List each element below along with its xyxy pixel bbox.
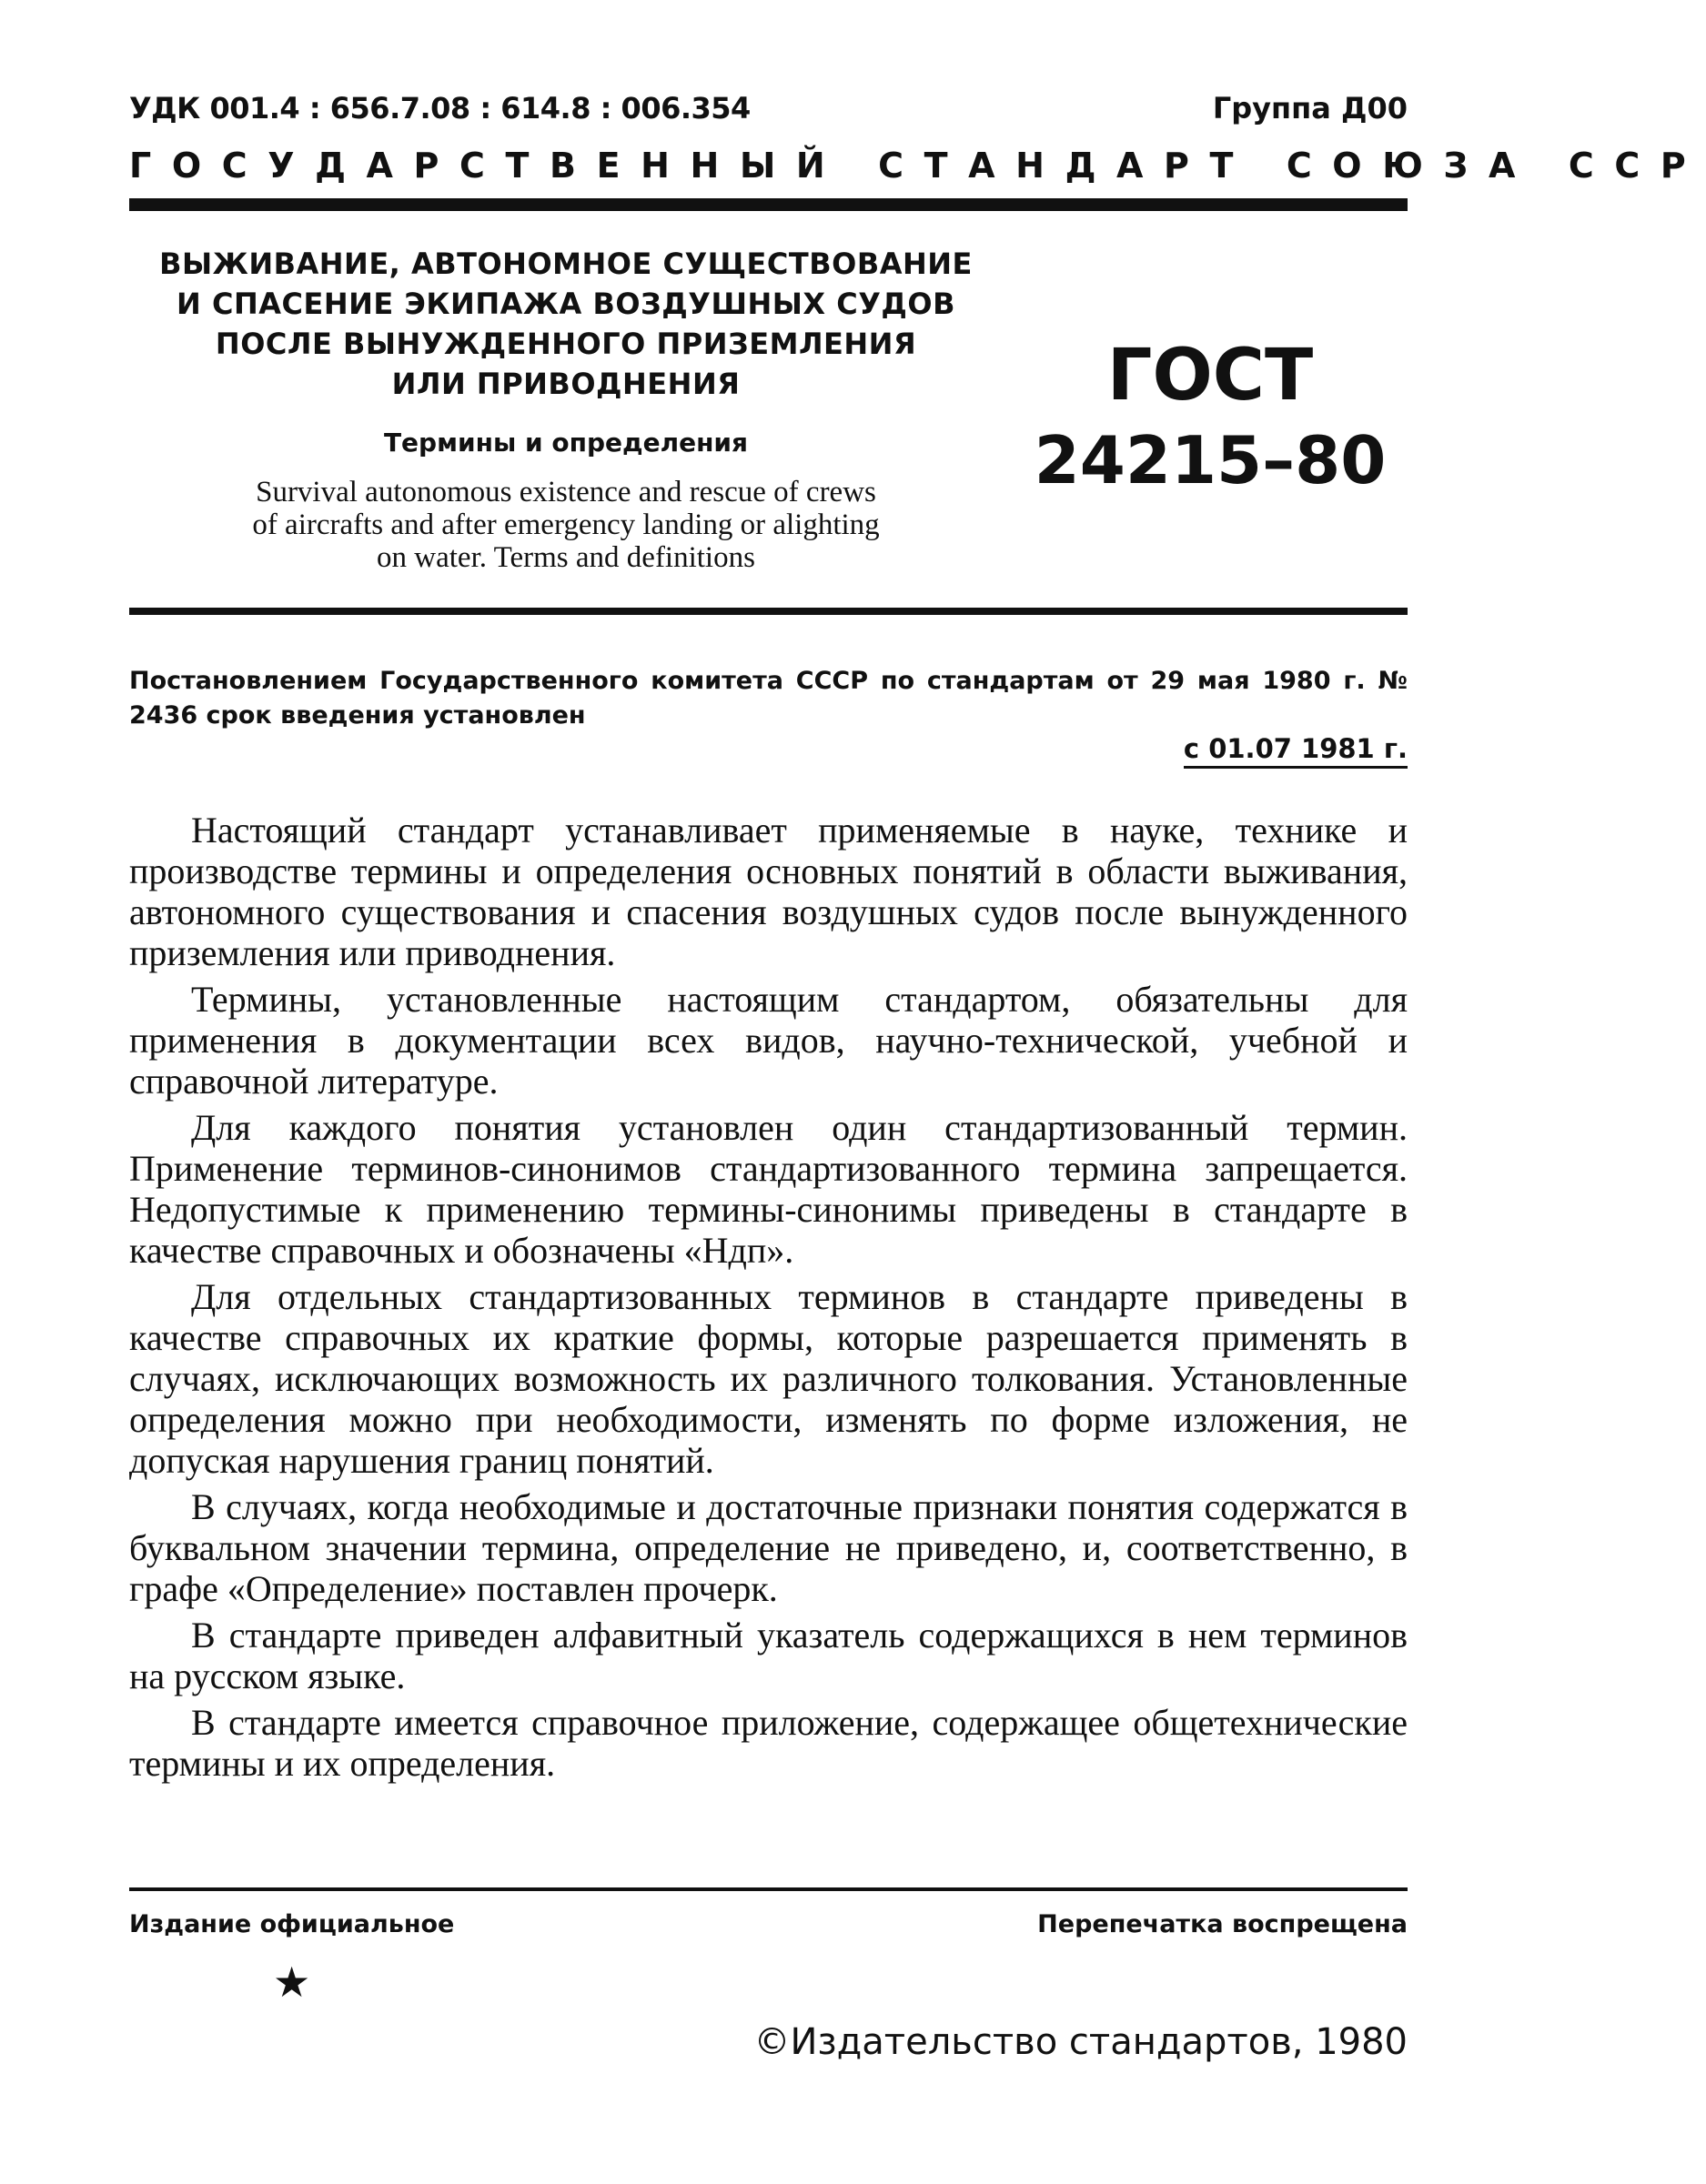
title-line-1: ВЫЖИВАНИЕ, АВТОНОМНОЕ СУЩЕСТВОВАНИЕ <box>159 247 973 281</box>
paragraph: Настоящий стандарт устанавливает применяемые в науке, технике и производстве термины и определения основных понятий в области выживания, автономного существования и спасения воздушных судов после вынужденного приземления или приводнения. <box>129 810 1408 973</box>
effective-date <box>1184 733 1408 764</box>
gost-designation <box>1019 335 1401 504</box>
paragraph: В стандарте имеется справочное приложение, содержащее общетехнические термины и их определения. <box>129 1702 1408 1784</box>
gost-word: ГОСТ <box>1106 335 1314 417</box>
english-line-3: on water. Terms and definitions <box>377 541 755 574</box>
udk-code: УДК 001.4 : 656.7.08 : 614.8 : 006.354 <box>129 91 751 126</box>
paragraph: Для каждого понятия установлен один стандартизованный термин. Применение терминов-синонимов стандартизованного термина запрещается. Недопустимые к применению термины-синонимы приведены в стандарте в качестве справочных и обозначены «Ндп». <box>129 1107 1408 1271</box>
title-divider <box>129 608 1408 615</box>
english-title <box>129 476 1003 574</box>
paragraph: В случаях, когда необходимые и достаточные признаки понятия содержатся в буквальном значении термина, определение не приведено, и, соответственно, в графе «Определение» поставлен прочерк. <box>129 1486 1408 1609</box>
header-divider <box>129 198 1408 211</box>
paragraph: Термины, установленные настоящим стандартом, обязательны для применения в документации всех видов, научно-технической, учебной и справочной литературе. <box>129 979 1408 1102</box>
body-text <box>129 810 1408 1789</box>
star-icon: ★ <box>273 1958 311 2007</box>
title-line-4: ИЛИ ПРИВОДНЕНИЯ <box>391 367 741 401</box>
official-edition-label: Издание официальное <box>129 1910 455 1938</box>
english-line-2: of aircrafts and after emergency landing or alighting <box>252 508 880 541</box>
decree-text: Постановлением Государственного комитета СССР по стандартам от 29 мая 1980 г. № 2436 срок введения установлен <box>129 667 1408 730</box>
english-line-1: Survival autonomous existence and rescue of crews <box>256 476 876 508</box>
paragraph: В стандарте приведен алфавитный указатель содержащихся в нем терминов на русском языке. <box>129 1615 1408 1696</box>
subtitle: Термины и определения <box>383 428 749 458</box>
title-block <box>129 244 1003 574</box>
group-code: Группа Д00 <box>1212 91 1408 126</box>
paragraph: Для отдельных стандартизованных терминов в стандарте приведены в качестве справочных их краткие формы, которые разрешается применять в случаях, исключающих возможность их различного толкования. Установленные определения можно при необходимости, изменять по форме изложения, не допуская нарушения границ понятий. <box>129 1276 1408 1481</box>
footer-divider <box>129 1887 1408 1891</box>
reprint-prohibited-label: Перепечатка воспрещена <box>1037 1910 1408 1938</box>
state-standard-heading: ГОСУДАРСТВЕННЫЙ СТАНДАРТ СОЮЗА ССР <box>129 146 1706 186</box>
title-line-3: ПОСЛЕ ВЫНУЖДЕННОГО ПРИЗЕМЛЕНИЯ <box>215 327 917 361</box>
effective-date-text: с 01.07 1981 г. <box>1184 733 1408 769</box>
gost-number: 24215–80 <box>1034 422 1387 498</box>
title-line-2: И СПАСЕНИЕ ЭКИПАЖА ВОЗДУШНЫХ СУДОВ <box>177 287 955 321</box>
copyright-notice: ©Издательство стандартов, 1980 <box>753 2021 1408 2063</box>
